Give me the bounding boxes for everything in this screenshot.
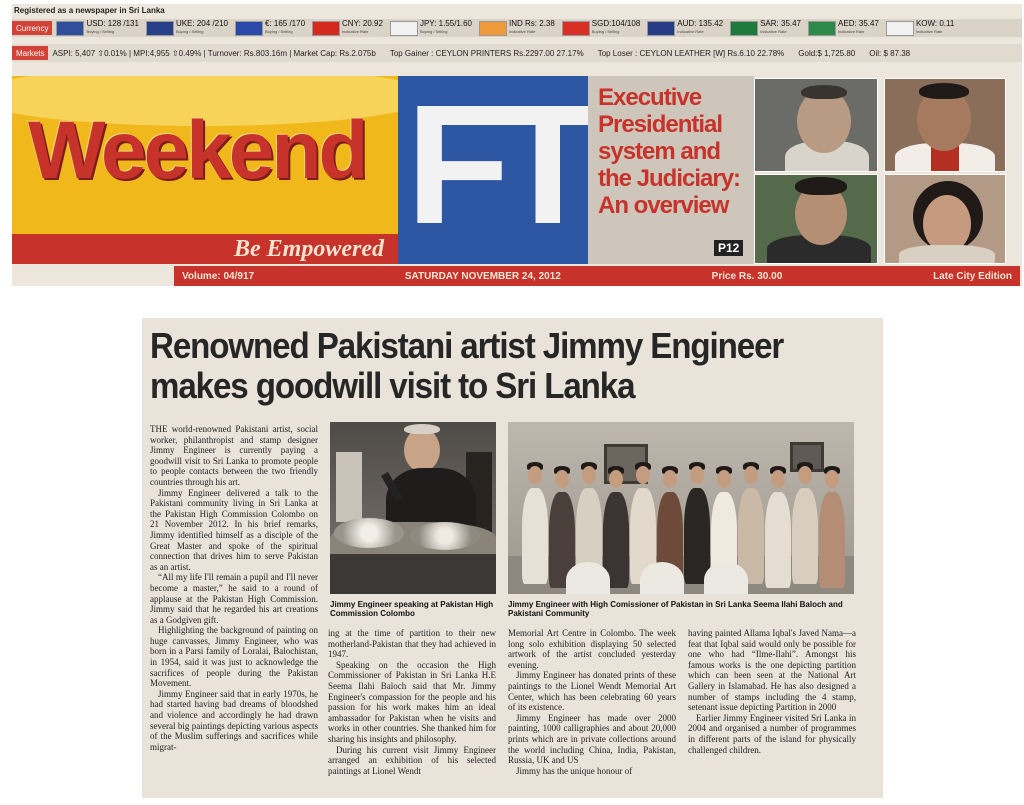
paragraph: ing at the time of partition to their new motherland-Pakistan that they had achieved in 1947. [328, 628, 496, 660]
paragraph: Jimmy Engineer has donated prints of these paintings to the Lionel Wendt Memorial Art Center, which has been celebrating 60 years of its existence. [508, 670, 676, 713]
issue-price: Price Rs. 30.00 [711, 270, 783, 282]
currency-rate: SGD:104/108 [591, 19, 641, 28]
currency-rate: KOW: 0.11 [915, 19, 955, 28]
weekend-logo-panel [12, 76, 398, 264]
currency-label: Currency [12, 21, 52, 35]
currency-item [146, 20, 228, 36]
top-loser: Top Loser : CEYLON LEATHER [W] Rs.6.10 22.78% [597, 48, 785, 58]
currency-item [886, 20, 954, 36]
photo-group-with-high-commissioner [508, 422, 854, 594]
paragraph: THE world-renowned Pakistani artist, social worker, philanthropist and stamp designer Jimmy Engineer is currently paying a goodwill visit to Sri Lanka to promote people to people contacts between the two friendly countries through his art. [150, 424, 318, 487]
article-column-2 [328, 628, 496, 794]
currency-rate-note: Indicative Rate [915, 29, 943, 34]
article-column-4 [688, 628, 856, 794]
paragraph: Earlier Jimmy Engineer visited Sri Lanka in 2004 and organised a number of programmes in different parts of the island for physically challenged children. [688, 712, 856, 755]
portrait-man-glasses-photo [754, 174, 878, 264]
portrait-president-photo [884, 78, 1006, 172]
currency-rate: AED: 35.47 [838, 19, 879, 28]
oil-price: Oil: $ 87.38 [869, 48, 911, 58]
currency-rate: SAR: 35.47 [760, 19, 802, 28]
article-column-1 [150, 424, 318, 794]
logo-wordmark: Weekend [28, 105, 366, 196]
currency-rate: CNY: 20.92 [342, 19, 383, 28]
currency-ticker [12, 19, 1022, 37]
paragraph: During his current visit Jimmy Engineer arranged an exhibition of his selected paintings at Lionel Wendt [328, 744, 496, 776]
slogan-bar [12, 234, 398, 264]
ft-logo: FT [406, 70, 586, 260]
paragraph: “All my life I'll remain a pupil and I'll never become a master,” he said to a round of applause at the Pakistan High Commission. Jimmy said that he regarded his art creations as a Godgiven gift. [150, 572, 318, 625]
currency-rate-note: Indicative Rate [760, 29, 787, 34]
issue-date: SATURDAY NOVEMBER 24, 2012 [404, 270, 561, 282]
article-clipping [142, 318, 883, 798]
korea-flag-icon [886, 21, 914, 36]
currency-rate: IND Rs: 2.38 [509, 19, 555, 28]
currency-rate: UKE: 204 /210 [175, 19, 228, 28]
paragraph: Jimmy Engineer delivered a talk to the Pakistani community living in Sri Lanka at the Pakistan High Commission Colombo on 21 November 2012. In his brief remarks, Jimmy identified himself as a disciple of the Great Master and spoke of the spiritual connection that drives him to serve Pakistan as an artist. [150, 487, 318, 572]
article-column-3 [508, 628, 676, 794]
currency-rate-note: Indicative Rate [509, 29, 536, 34]
market-indices: ASPI: 5,407 ⇧0.01% | MPI:4,955 ⇧0.49% | Turnover: Rs.803.16m | Market Cap: Rs.2.075b [52, 48, 376, 58]
paragraph: Jimmy has the unique honour of [516, 765, 633, 776]
saudi-flag-icon [730, 21, 758, 36]
markets-ticker [12, 44, 1022, 62]
currency-item [730, 20, 801, 36]
paragraph: Jimmy Engineer has made over 2000 painting, 1000 calligraphies and about 20,000 prints which are in private collections around the world including China, India, Pakistan, Russia, UK and US [508, 712, 676, 766]
markets-label: Markets [12, 46, 48, 60]
currency-item [808, 20, 879, 36]
paragraph: Jimmy Engineer said that in early 1970s, he had started having bad dreams of bloodshed and violence and accordingly he had drawn several big paintings depicting various aspects of the Muslim sufferings and sacrifices while migrat- [150, 688, 318, 752]
currency-rate: USD: 128 /131 [86, 19, 139, 28]
currency-rate-note: Indicative Rate [342, 29, 369, 34]
volume-number: Volume: 04/917 [182, 270, 255, 282]
photo-caption-1: Jimmy Engineer speaking at Pakistan High Commission Colombo [330, 600, 494, 618]
paragraph: Speaking on the occasion the High Commissioner of Pakistan in Sri Lanka H.E Seema Ilahi Baloch said that Mr. Jimmy Engineer's compassion for the people and his passion for his work makes him an ideal ambassador for Pakistan when he visits and works in other countries. She thanked him for sharing his insights and philosophy. [328, 659, 496, 744]
teaser-page-ref: P12 [714, 240, 743, 256]
eu-flag-icon [235, 21, 263, 36]
currency-item [312, 20, 383, 36]
uk-flag-icon [146, 21, 174, 36]
currency-rate-note: Buying / Selling [419, 29, 448, 34]
portrait-woman-photo [884, 174, 1006, 264]
currency-rate-note: Buying / Selling [264, 29, 293, 34]
article-headline: Renowned Pakistani artist Jimmy Engineer makes goodwill visit to Sri Lanka [150, 325, 784, 406]
currency-item [56, 20, 138, 36]
paragraph: having painted Allama Iqbal's Javed Nama—a feat that Iqbal said would only be possible for one who had “Ilme-Ilahi”. Amongst his famous works is the one depicting partition which can been seen at the National Art Gallery in Islamabad. He has also designed a number of stamps including the 4 stamp, setenant issue depicting Partition in 2000 [688, 628, 856, 713]
currency-item [562, 20, 640, 36]
currency-item [479, 20, 555, 36]
gold-price: Gold:$ 1,725.80 [798, 48, 856, 58]
currency-item [390, 20, 472, 36]
currency-rate-note: Buying / Selling [591, 29, 620, 34]
registration-line: Registered as a newspaper in Sri Lanka [14, 6, 165, 15]
front-page-teaser [588, 76, 754, 264]
slogan: Be Empowered [234, 235, 384, 262]
currency-item [235, 20, 305, 36]
china-flag-icon [312, 21, 340, 36]
photo-caption-2: Jimmy Engineer with High Comissioner of Pakistan in Sri Lanka Seema Ilahi Baloch and Pakistani Community [508, 600, 843, 618]
india-flag-icon [479, 21, 507, 36]
masthead-clipping [12, 4, 1022, 286]
australia-flag-icon [647, 21, 675, 36]
currency-rate: €: 165 /170 [264, 19, 306, 28]
edition-label: Late City Edition [933, 270, 1012, 282]
teaser-headline: Executive Presidential system and the Judiciary: An overview [598, 84, 741, 219]
uae-flag-icon [808, 21, 836, 36]
us-flag-icon [56, 21, 84, 36]
currency-rate: AUD: 135.42 [677, 19, 724, 28]
singapore-flag-icon [562, 21, 590, 36]
paragraph: Memorial Art Centre in Colombo. The week long solo exhibition displaying 50 selected artwork of the artist concluded yesterday evening. [508, 628, 676, 670]
currency-rate-note: Buying / Selling [175, 29, 204, 34]
currency-rate: JPY: 1.55/1.60 [419, 19, 472, 28]
currency-rate-note: Indicative Rate [677, 29, 704, 34]
japan-flag-icon [390, 21, 418, 36]
dateline-bar [174, 266, 1020, 286]
portrait-elder-man-photo [754, 78, 878, 172]
paragraph: Highlighting the background of painting on huge canvasses, Jimmy Engineer, who was born in a Parsi family of Loralai, Balochistan, in 1954, said it was just to acknowledge the sacrifices of people during the Pakistan Movement. [150, 625, 318, 689]
currency-item [647, 20, 723, 36]
currency-rate-note: Indicative Rate [838, 29, 865, 34]
photo-jimmy-speaking [330, 422, 496, 594]
top-gainer: Top Gainer : CEYLON PRINTERS Rs.2297.00 27.17% [389, 48, 584, 58]
currency-rate-note: Buying / Selling [86, 29, 115, 34]
ft-logo-block [398, 70, 588, 264]
